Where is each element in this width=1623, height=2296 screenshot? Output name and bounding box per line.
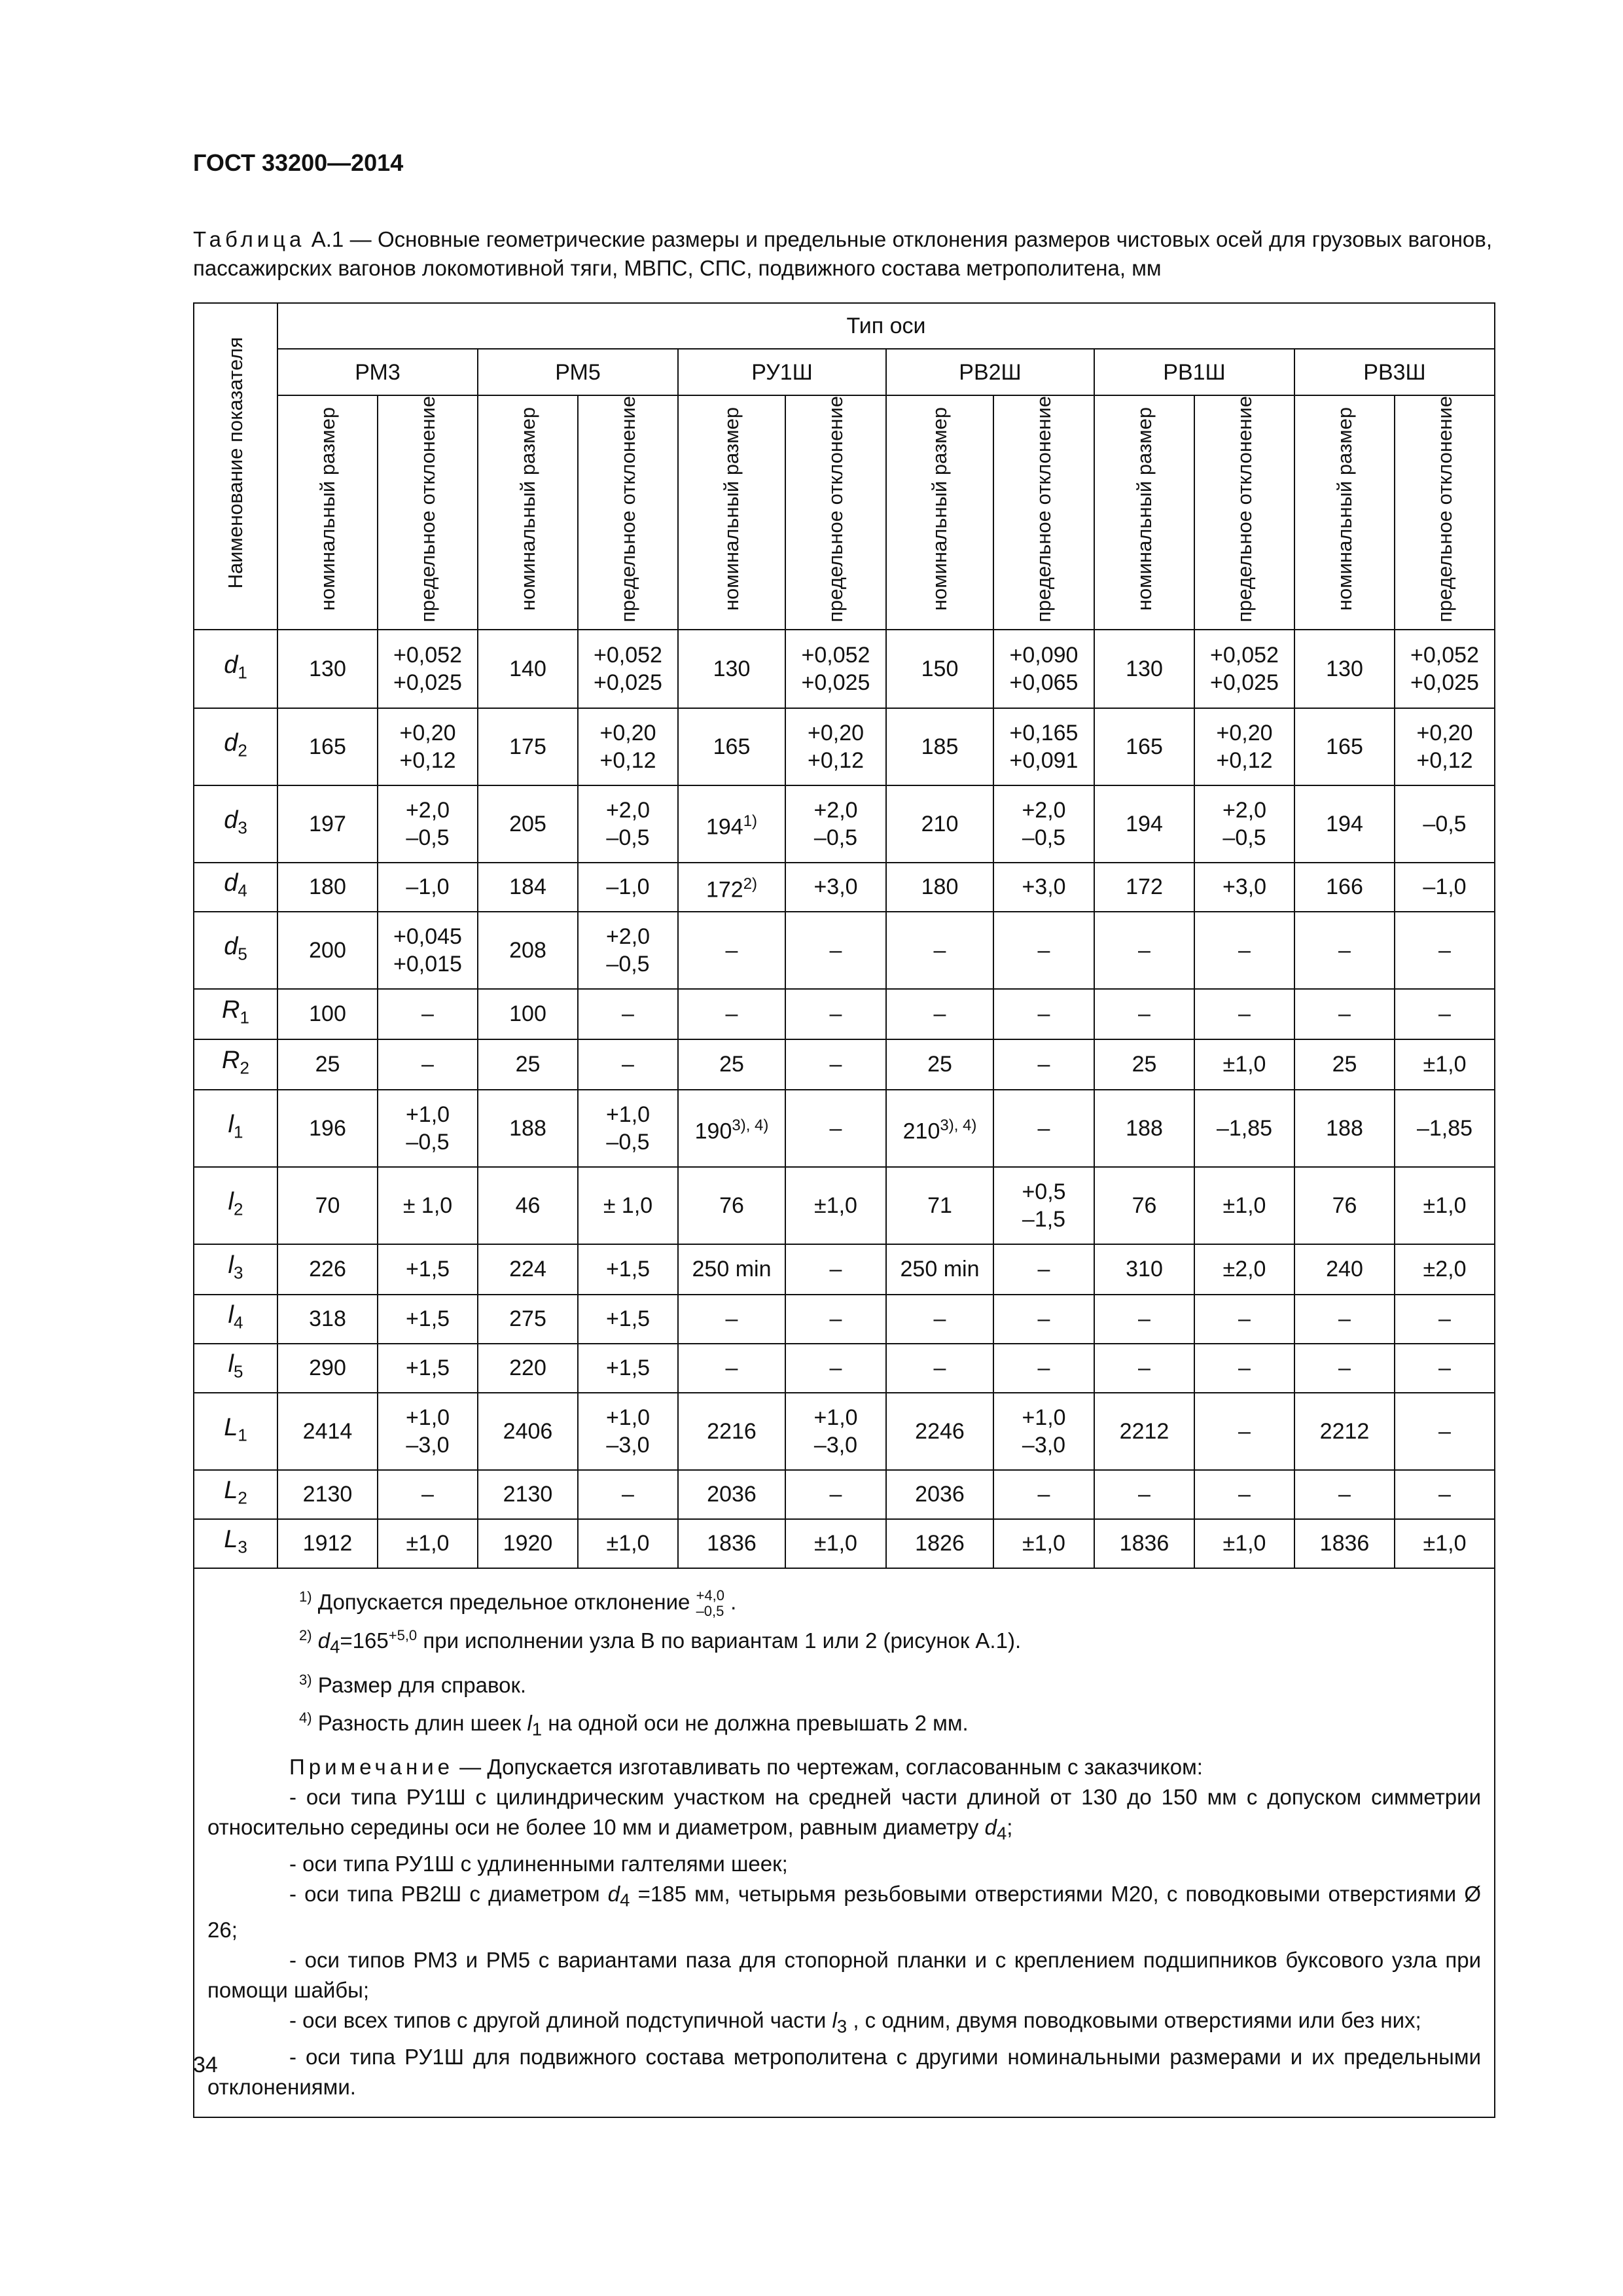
nominal-size-cell: 25 [277,1039,378,1090]
deviation-cell: +1,5 [378,1244,478,1295]
deviation-cell: ±1,0 [578,1519,678,1568]
deviation-cell: – [785,1295,886,1344]
deviation-cell: +0,045 +0,015 [378,912,478,989]
nominal-size-cell: 166 [1294,863,1395,912]
parameter-cell: $l_1$ [194,1090,277,1167]
footnote-3: $^{3)}$ Размер для справок. [299,1671,527,1697]
nominal-size-cell: 197 [277,785,378,863]
table-row [194,1295,1495,1344]
deviation-cell: – [1395,1470,1495,1519]
deviation-cell: – [1395,1344,1495,1393]
axle-type-6: РВ3Ш [1294,349,1495,395]
nominal-size-cell: 76 [678,1167,785,1244]
deviation-cell: +1,5 [378,1344,478,1393]
nominal-size-cell: 184 [478,863,578,912]
nominal-size-cell: 1912 [277,1519,378,1568]
caption-text: А.1 — Основные геометрические размеры и предельные отклонения размеров чистовых осей для грузовых вагонов, пассажирских вагонов локомотивной тяги, МВПС, СПС, подвижного состава метрополитена, мм [193,227,1492,280]
nominal-size-cell: – [678,1295,785,1344]
deviation-cell: ±1,0 [1395,1167,1495,1244]
nominal-size-cell: 180 [277,863,378,912]
table-row [194,1393,1495,1470]
deviation-cell: +2,0 –0,5 [578,785,678,863]
deviation-cell: ±1,0 [993,1519,1094,1568]
parameter-cell: $d_1$ [194,630,277,708]
nominal-size-cell: 175 [478,708,578,785]
nominal-size-cell: 25 [886,1039,993,1090]
nominal-size-cell: 250 min [678,1244,785,1295]
nominal-size-cell: – [886,1344,993,1393]
table-row [194,1344,1495,1393]
deviation-cell: +1,5 [578,1295,678,1344]
nominal-size-cell: 2036 [678,1470,785,1519]
deviation-cell: +0,5 –1,5 [993,1167,1094,1244]
deviation-cell: +3,0 [1194,863,1294,912]
table-row [194,1519,1495,1568]
nominal-size-header: номинальный размер [886,395,993,630]
deviation-cell: ±1,0 [1395,1519,1495,1568]
parameter-cell: $l_3$ [194,1244,277,1295]
page-number: 34 [193,2053,218,2077]
deviation-cell: +0,052 +0,025 [578,630,678,708]
parameter-cell: $L_1$ [194,1393,277,1470]
deviation-cell: ± 1,0 [378,1167,478,1244]
deviation-cell: –1,0 [1395,863,1495,912]
axle-type-header: Тип оси [277,303,1495,349]
deviation-cell: –0,5 [1395,785,1495,863]
deviation-cell: – [785,989,886,1039]
deviation-cell: – [1395,1295,1495,1344]
nominal-size-cell: 226 [277,1244,378,1295]
deviation-cell: ±1,0 [785,1167,886,1244]
nominal-size-cell: 224 [478,1244,578,1295]
limit-deviation-header: предельное отклонение [578,395,678,630]
nominal-size-cell: 310 [1094,1244,1194,1295]
deviation-cell: – [785,1344,886,1393]
nominal-size-cell: – [886,989,993,1039]
deviation-cell: +0,052 +0,025 [378,630,478,708]
note-item-2: - оси типа РУ1Ш с удлиненными галтелями шеек; [289,1851,788,1876]
deviation-cell: ±2,0 [1395,1244,1495,1295]
parameter-cell: $l_5$ [194,1344,277,1393]
nominal-size-cell: – [1294,989,1395,1039]
nominal-size-cell: 2414 [277,1393,378,1470]
nominal-size-cell: 130 [1294,630,1395,708]
nominal-size-cell: 71 [886,1167,993,1244]
nominal-size-cell: 165 [1094,708,1194,785]
deviation-cell: ± 1,0 [578,1167,678,1244]
deviation-cell: +0,052 +0,025 [785,630,886,708]
deviation-cell: – [993,1470,1094,1519]
parameter-cell: $l_2$ [194,1167,277,1244]
nominal-size-cell: 46 [478,1167,578,1244]
table-caption [193,225,1492,283]
deviation-cell: – [1194,1393,1294,1470]
nominal-size-cell: – [678,989,785,1039]
axle-type-1: РМ3 [277,349,478,395]
nominal-size-cell: 2212 [1094,1393,1194,1470]
nominal-size-cell: 2130 [478,1470,578,1519]
nominal-size-cell: 76 [1294,1167,1395,1244]
nominal-size-cell: 172$^{2)}$ [678,863,785,912]
nominal-size-cell: 2216 [678,1393,785,1470]
table-row [194,989,1495,1039]
note-label: Примечание [289,1755,454,1780]
deviation-cell: –1,85 [1194,1090,1294,1167]
nominal-size-cell: 188 [478,1090,578,1167]
nominal-size-cell: 1920 [478,1519,578,1568]
parameter-cell: $l_4$ [194,1295,277,1344]
limit-deviation-header: предельное отклонение [1194,395,1294,630]
table-row [194,1090,1495,1167]
parameter-cell: $R_1$ [194,989,277,1039]
deviation-cell: +1,0 –0,5 [378,1090,478,1167]
nominal-size-cell: 180 [886,863,993,912]
note-item-5: - оси всех типов с другой длиной подступичной части [289,2008,832,2033]
deviation-cell: ±1,0 [1194,1167,1294,1244]
deviation-cell: – [993,1244,1094,1295]
nominal-size-cell: 150 [886,630,993,708]
deviation-cell: +3,0 [993,863,1094,912]
deviation-cell: +0,20 +0,12 [578,708,678,785]
nominal-size-cell: 25 [1094,1039,1194,1090]
nominal-size-cell: – [1094,1295,1194,1344]
axle-type-4: РВ2Ш [886,349,1094,395]
nominal-size-cell: 1826 [886,1519,993,1568]
nominal-size-cell: 165 [1294,708,1395,785]
note-item-1: - оси типа РУ1Ш с цилиндрическим участком на средней части длиной от 130 до 150 мм с допуском симметрии относительно середины оси не более 10 мм и диаметром, равным диаметру [207,1785,1482,1840]
deviation-cell: – [785,912,886,989]
deviation-cell: – [785,1039,886,1090]
deviation-cell: +2,0 –0,5 [1194,785,1294,863]
nominal-size-cell: 194 [1294,785,1395,863]
limit-deviation-header: предельное отклонение [1395,395,1495,630]
deviation-cell: –1,0 [378,863,478,912]
nominal-size-cell: 194$^{1)}$ [678,785,785,863]
parameter-cell: $L_3$ [194,1519,277,1568]
deviation-cell: – [578,989,678,1039]
nominal-size-cell: 140 [478,630,578,708]
nominal-size-header: номинальный размер [1094,395,1194,630]
parameter-cell: $d_3$ [194,785,277,863]
deviation-cell: ±1,0 [378,1519,478,1568]
caption-label: Таблица [193,227,306,251]
table-row [194,1244,1495,1295]
nominal-size-cell: – [678,1344,785,1393]
table-row [194,1470,1495,1519]
limit-deviation-header: предельное отклонение [993,395,1094,630]
nominal-size-cell: – [886,1295,993,1344]
deviation-cell: – [993,1090,1094,1167]
nominal-size-cell: 2130 [277,1470,378,1519]
deviation-cell: – [993,1344,1094,1393]
deviation-cell: –1,85 [1395,1090,1495,1167]
nominal-size-cell: 130 [678,630,785,708]
nominal-size-cell: 2406 [478,1393,578,1470]
nominal-size-cell: 240 [1294,1244,1395,1295]
deviation-cell: +0,20 +0,12 [1194,708,1294,785]
deviation-cell: – [785,1244,886,1295]
parameter-cell: $d_4$ [194,863,277,912]
deviation-cell: – [1194,1295,1294,1344]
deviation-cell: – [1194,912,1294,989]
deviation-cell: – [1395,989,1495,1039]
nominal-size-cell: 25 [1294,1039,1395,1090]
nominal-size-cell: 2246 [886,1393,993,1470]
deviation-cell: +1,0 –3,0 [578,1393,678,1470]
parameter-cell: $d_2$ [194,708,277,785]
parameter-cell: $L_2$ [194,1470,277,1519]
parameter-cell: $R_2$ [194,1039,277,1090]
note-item-6: - оси типа РУ1Ш для подвижного состава метрополитена с другими номинальными размерами и их предельными отклонениями. [207,2044,1482,2099]
deviation-cell: –1,0 [578,863,678,912]
nominal-size-cell: – [1294,1295,1395,1344]
parameter-cell: $d_5$ [194,912,277,989]
deviation-cell: ±1,0 [785,1519,886,1568]
nominal-size-cell: 1836 [1294,1519,1395,1568]
deviation-cell: – [378,989,478,1039]
deviation-cell: +0,20 +0,12 [785,708,886,785]
note-item-4: - оси типов РМ3 и РМ5 с вариантами паза для стопорной планки и с креплением подшипников буксового узла при помощи шайбы; [207,1948,1482,2003]
nominal-size-cell: 205 [478,785,578,863]
nominal-size-cell: 100 [277,989,378,1039]
deviation-cell: – [378,1039,478,1090]
deviation-cell: +3,0 [785,863,886,912]
tolerance-fraction: +4,0 –0,5 [696,1587,724,1620]
deviation-cell: ±1,0 [1194,1519,1294,1568]
deviation-cell: +0,090 +0,065 [993,630,1094,708]
table-row [194,1167,1495,1244]
deviation-cell: – [378,1470,478,1519]
table-row [194,708,1495,785]
table-row [194,1039,1495,1090]
deviation-cell: +1,0 –3,0 [993,1393,1094,1470]
nominal-size-cell: 25 [478,1039,578,1090]
footnote-2: $^{2)}$ $d_4=165^{+5,0}$ при исполнении узла В по вариантам 1 или 2 (рисунок А.1). [299,1627,1022,1657]
deviation-cell: – [1395,1393,1495,1470]
nominal-size-cell: 1836 [678,1519,785,1568]
table-row [194,785,1495,863]
axle-type-5: РВ1Ш [1094,349,1294,395]
footnote-1: $^{1)}$ Допускается предельное отклонение +4,0 –0,5 . [299,1587,737,1620]
nominal-size-cell: 210 [886,785,993,863]
deviation-cell: – [578,1470,678,1519]
nominal-size-cell: 250 min [886,1244,993,1295]
deviation-cell: +2,0 –0,5 [378,785,478,863]
note-block: Примечание — Допускается изготавливать по чертежам, согласованным с заказчиком: - оси типа РУ1Ш с цилиндрическим участком на средней части длиной от 130 до 150 мм с допуском симметрии относительно середины оси не более 10 мм и диаметром, равным диаметру $d_4$; - оси типа РУ1Ш с удлиненными галтелями шеек; - оси типа РВ2Ш с диаметром $d_4 =185$ мм, четырьмя резьбовыми отверстиями М20, с поводковыми отверстиями Ø 26; - оси типов РМ3 и РМ5 с вариантами паза для стопорной планки и с креплением подшипников буксового узла при помощи шайбы; - оси всех типов с другой длиной подступичной части $l_3$ , с одним, двумя поводковыми отверстиями или без них; - оси типа РУ1Ш для подвижного состава метрополитена с другими номинальными размерами и их предельными отклонениями. [207,1755,1482,2099]
deviation-cell: – [785,1470,886,1519]
axle-type-3: РУ1Ш [678,349,886,395]
nominal-size-cell: 196 [277,1090,378,1167]
nominal-size-cell: 70 [277,1167,378,1244]
nominal-size-cell: 130 [1094,630,1194,708]
nominal-size-cell: – [886,912,993,989]
nominal-size-cell: 165 [277,708,378,785]
footnote-4: $^{4)}$ Разность длин шеек $l_1$ на одной оси не должна превышать 2 мм. [299,1709,969,1740]
nominal-size-cell: 188 [1294,1090,1395,1167]
nominal-size-cell: 220 [478,1344,578,1393]
deviation-cell: – [578,1039,678,1090]
deviation-cell: ±2,0 [1194,1244,1294,1295]
deviation-cell: +0,052 +0,025 [1395,630,1495,708]
deviation-cell: +2,0 –0,5 [993,785,1094,863]
note-item-3: - оси типа РВ2Ш с диаметром [289,1881,608,1906]
nominal-size-cell: – [1094,912,1194,989]
nominal-size-cell: 200 [277,912,378,989]
nominal-size-cell: 1836 [1094,1519,1194,1568]
deviation-cell: – [1194,989,1294,1039]
deviation-cell: – [1194,1344,1294,1393]
nominal-size-cell: – [1294,1344,1395,1393]
nominal-size-cell: – [1094,989,1194,1039]
deviation-cell: +2,0 –0,5 [578,912,678,989]
nominal-size-cell: 76 [1094,1167,1194,1244]
nominal-size-cell: 172 [1094,863,1194,912]
nominal-size-header: номинальный размер [1294,395,1395,630]
deviation-cell: – [993,989,1094,1039]
deviation-cell: +0,165 +0,091 [993,708,1094,785]
notes-cell [194,1568,1495,2117]
nominal-size-cell: 2212 [1294,1393,1395,1470]
nominal-size-cell: – [1294,1470,1395,1519]
nominal-size-header: номинальный размер [478,395,578,630]
deviation-cell: +0,20 +0,12 [378,708,478,785]
deviation-cell: +0,052 +0,025 [1194,630,1294,708]
axle-type-2: РМ5 [478,349,678,395]
nominal-size-cell: 165 [678,708,785,785]
nominal-size-cell: 275 [478,1295,578,1344]
deviation-cell: +1,0 –3,0 [785,1393,886,1470]
nominal-size-cell: 208 [478,912,578,989]
table-row [194,630,1495,708]
deviation-cell: +2,0 –0,5 [785,785,886,863]
nominal-size-cell: – [1094,1470,1194,1519]
table-row [194,863,1495,912]
deviation-cell: +1,5 [578,1244,678,1295]
limit-deviation-header: предельное отклонение [378,395,478,630]
deviation-cell: +0,20 +0,12 [1395,708,1495,785]
nominal-size-header: номинальный размер [277,395,378,630]
deviation-cell: ±1,0 [1395,1039,1495,1090]
deviation-cell: – [785,1090,886,1167]
nominal-size-cell: 290 [277,1344,378,1393]
deviation-cell: +1,5 [578,1344,678,1393]
deviation-cell: – [1395,912,1495,989]
deviation-cell: +1,5 [378,1295,478,1344]
nominal-size-cell: 185 [886,708,993,785]
nominal-size-cell: – [1094,1344,1194,1393]
deviation-cell: +1,0 –3,0 [378,1393,478,1470]
nominal-size-cell: 25 [678,1039,785,1090]
nominal-size-cell: – [1294,912,1395,989]
nominal-size-cell: $190^{3), 4)}$ [678,1090,785,1167]
name-header: Наименование показателя [194,303,277,630]
deviation-cell: – [993,1295,1094,1344]
nominal-size-cell: 194 [1094,785,1194,863]
nominal-size-cell: – [678,912,785,989]
nominal-size-cell: 2036 [886,1470,993,1519]
dimensions-table [193,302,1495,2118]
limit-deviation-header: предельное отклонение [785,395,886,630]
deviation-cell: – [993,912,1094,989]
nominal-size-cell: 100 [478,989,578,1039]
nominal-size-cell: $210^{3), 4)}$ [886,1090,993,1167]
nominal-size-cell: 130 [277,630,378,708]
nominal-size-header: номинальный размер [678,395,785,630]
deviation-cell: +1,0 –0,5 [578,1090,678,1167]
nominal-size-cell: 318 [277,1295,378,1344]
deviation-cell: – [1194,1470,1294,1519]
deviation-cell: ±1,0 [1194,1039,1294,1090]
nominal-size-cell: 188 [1094,1090,1194,1167]
table-row [194,912,1495,989]
document-id: ГОСТ 33200—2014 [193,149,404,176]
deviation-cell: – [993,1039,1094,1090]
